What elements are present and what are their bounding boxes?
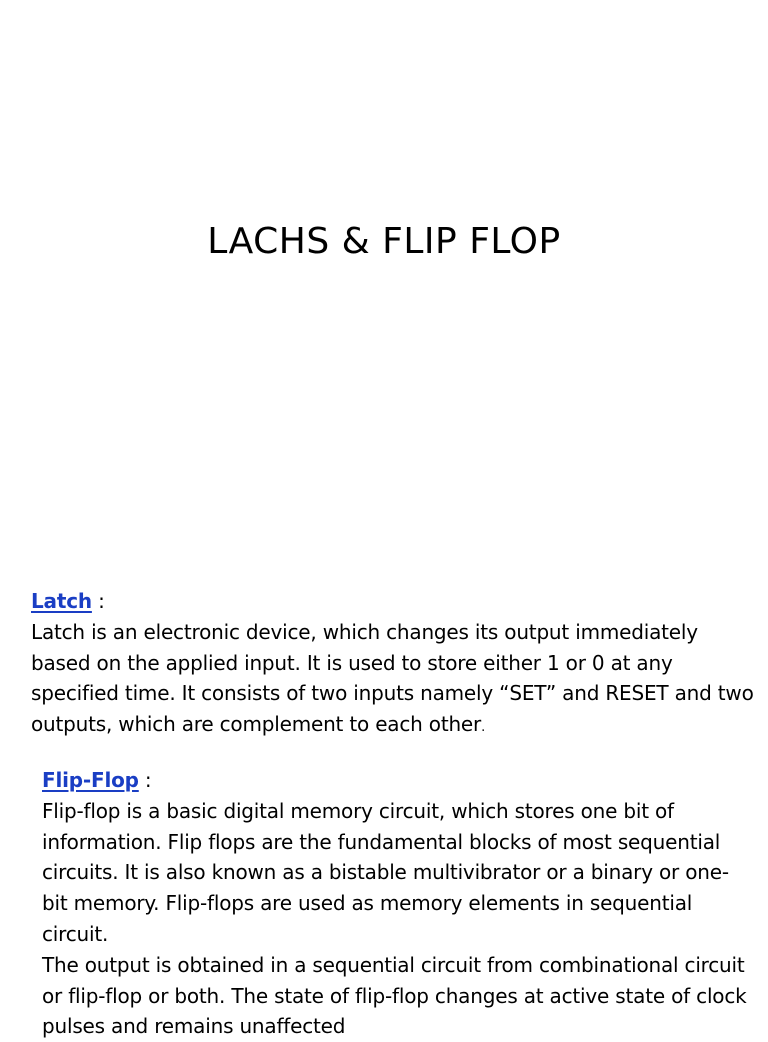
flip-flop-link[interactable]: Flip-Flop bbox=[42, 768, 139, 792]
flip-flop-separator: : bbox=[138, 768, 152, 792]
flip-flop-heading bbox=[42, 765, 754, 796]
latch-link[interactable]: Latch bbox=[31, 589, 92, 613]
latch-end-mark: . bbox=[481, 720, 485, 736]
slide-title: LACHS & FLIP FLOP bbox=[207, 221, 561, 262]
latch-description-text: Latch is an electronic device, which changes its output immediately based on the applied input. It is used to store either 1 or 0 at any specified time. It consists of two inputs namely “SET” and RESET and two outputs, which are complement to each other bbox=[31, 619, 754, 737]
flip-flop-section bbox=[42, 765, 754, 1042]
flip-flop-paragraph-2: The output is obtained in a sequential circuit from combinational circuit or flip-flop or both. The state of flip-flop changes at active state of clock pulses and remains unaffected bbox=[42, 952, 747, 1039]
latch-description bbox=[31, 617, 759, 744]
flip-flop-paragraph-1: Flip-flop is a basic digital memory circuit, which stores one bit of information. Flip flops are the fundamental blocks of most sequential circuits. It is also known as a bistable multivibrator or a binary or one-bit memory. Flip-flops are used as memory elements in sequential circuit. bbox=[42, 798, 729, 946]
latch-separator: : bbox=[91, 589, 105, 613]
latch-heading bbox=[31, 586, 759, 617]
latch-section bbox=[31, 586, 759, 744]
